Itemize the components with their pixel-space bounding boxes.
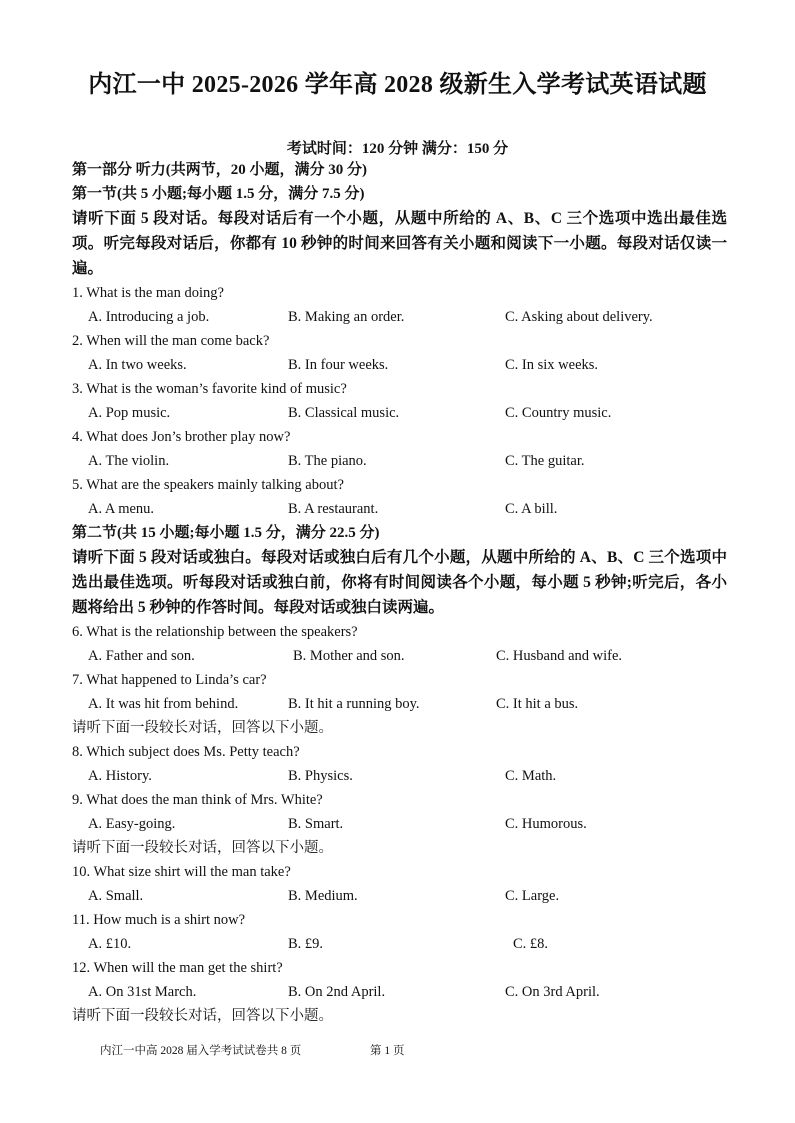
option-a: A. It was hit from behind. [88,696,239,712]
question-12-options [72,980,727,1004]
question-11-options [72,932,727,956]
option-c: C. In six weeks. [505,357,599,373]
page-footer [100,1042,405,1058]
option-a: A. Pop music. [88,405,171,421]
section1-heading: 第一节(共 5 小题;每小题 1.5 分，满分 7.5 分) [72,186,365,202]
option-b: B. On 2nd April. [288,984,386,1000]
option-a: A. History. [88,768,152,784]
option-c: C. Asking about delivery. [505,309,653,325]
passage-note: 请听下面一段较长对话，回答以下小题。 [72,840,333,856]
exam-title: 内江一中 2025-2026 学年高 2028 级新生入学考试英语试题 [88,72,707,98]
option-c: C. Country music. [505,405,612,421]
page-number: 第 1 页 [370,1045,405,1057]
section1-instruction: 请听下面 5 段对话。每段对话后有一个小题，从题中所给的 A、B、C 三个选项中选出最佳选项。听完每段对话后，你都有 10 秒钟的时间来回答有关小题和阅读下一小题。每段对话仅读一遍。 [72,210,727,277]
option-c: C. It hit a bus. [496,696,579,712]
option-b: B. A restaurant. [288,501,379,517]
question-1-options [72,305,727,329]
option-b: B. £9. [288,936,324,952]
question-2: 2. When will the man come back? [72,333,270,349]
passage-note: 请听下面一段较长对话，回答以下小题。 [72,720,333,736]
question-4-options [72,449,727,473]
option-b: B. Mother and son. [293,648,405,664]
option-c: C. Humorous. [505,816,587,832]
question-12: 12. When will the man get the shirt? [72,960,283,976]
option-c: C. Large. [505,888,560,904]
question-6: 6. What is the relationship between the speakers? [72,624,358,640]
option-a: A. A menu. [88,501,155,517]
exam-body [72,158,727,1028]
option-b: B. Medium. [288,888,358,904]
option-b: B. Physics. [288,768,353,784]
option-b: B. Making an order. [288,309,405,325]
option-a: A. Father and son. [88,648,195,664]
option-a: A. In two weeks. [88,357,187,373]
option-c: C. Math. [505,768,557,784]
section2-instruction: 请听下面 5 段对话或独白。每段对话或独白后有几个小题，从题中所给的 A、B、C 三个选项中选出最佳选项。听每段对话或独白前，你将有时间阅读各个小题，每小题 5 秒钟;听完后，各小题将给出 5 秒钟的作答时间。每段对话或独白读两遍。 [72,549,727,616]
option-c: C. Husband and wife. [496,648,623,664]
option-c: C. £8. [513,936,549,952]
option-b: B. Smart. [288,816,344,832]
option-a: A. The violin. [88,453,170,469]
exam-info: 考试时间：120 分钟 满分：150 分 [286,141,509,157]
option-b: B. The piano. [288,453,367,469]
option-c: C. The guitar. [505,453,585,469]
option-c: C. A bill. [505,501,558,517]
option-b: B. It hit a running boy. [288,696,420,712]
question-10-options [72,884,727,908]
option-a: A. Small. [88,888,144,904]
question-5: 5. What are the speakers mainly talking about? [72,477,344,493]
question-2-options [72,353,727,377]
question-8-options [72,764,727,788]
question-11: 11. How much is a shirt now? [72,912,246,928]
passage-note: 请听下面一段较长对话，回答以下小题。 [72,1008,333,1024]
option-c: C. On 3rd April. [505,984,600,1000]
option-a: A. Introducing a job. [88,309,210,325]
question-7: 7. What happened to Linda’s car? [72,672,267,688]
footer-exam-info: 内江一中高 2028 届入学考试试卷共 8 页 [100,1045,302,1057]
question-10: 10. What size shirt will the man take? [72,864,291,880]
question-3-options [72,401,727,425]
question-7-options [72,692,727,716]
question-5-options [72,497,727,521]
question-9: 9. What does the man think of Mrs. White? [72,792,323,808]
option-a: A. On 31st March. [88,984,197,1000]
question-8: 8. Which subject does Ms. Petty teach? [72,744,300,760]
option-a: A. £10. [88,936,132,952]
question-9-options [72,812,727,836]
question-3: 3. What is the woman’s favorite kind of music? [72,381,347,397]
option-b: B. Classical music. [288,405,400,421]
section2-heading: 第二节(共 15 小题;每小题 1.5 分，满分 22.5 分) [72,525,380,541]
question-1: 1. What is the man doing? [72,285,224,301]
question-6-options [72,644,727,668]
question-4: 4. What does Jon’s brother play now? [72,429,291,445]
part1-heading: 第一部分 听力(共两节，20 小题，满分 30 分) [72,162,367,178]
option-b: B. In four weeks. [288,357,389,373]
option-a: A. Easy-going. [88,816,176,832]
